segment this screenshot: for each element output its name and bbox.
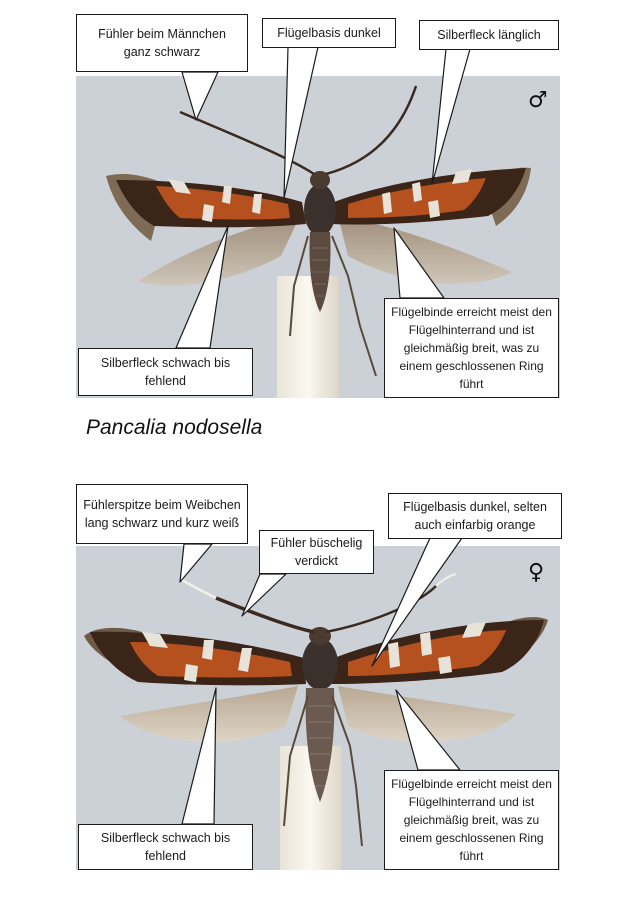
antennae xyxy=(180,86,416,174)
female-symbol: ♀ xyxy=(528,560,545,585)
antennae xyxy=(182,574,456,632)
callout-female-band: Flügelbinde erreicht meist den Flügelhinterrand und ist gleichmäßig breit, was zu einem geschlossenen Ring führt xyxy=(384,770,559,870)
left-hindwing xyxy=(120,686,298,742)
callout-female-wing-base: Flügelbasis dunkel, selten auch einfarbig orange xyxy=(388,493,562,539)
callout-female-antenna-tip: Fühlerspitze beim Weibchen lang schwarz und kurz weiß xyxy=(76,484,248,544)
callout-male-silver-spot: Silberfleck länglich xyxy=(419,20,559,50)
thorax xyxy=(304,184,336,236)
male-symbol: ♂ xyxy=(528,88,548,113)
thorax xyxy=(302,638,338,690)
pin-support xyxy=(277,276,339,398)
callout-male-silver-weak: Silberfleck schwach bis fehlend xyxy=(78,348,253,396)
callout-male-antenna: Fühler beim Männchen ganz schwarz xyxy=(76,14,248,72)
right-hindwing xyxy=(338,216,512,284)
species-name: Pancalia nodosella xyxy=(86,416,263,439)
callout-female-antenna-tufted: Fühler büschelig verdickt xyxy=(259,530,374,574)
head xyxy=(309,627,331,645)
callout-male-wing-base: Flügelbasis dunkel xyxy=(262,18,396,48)
callout-male-band: Flügelbinde erreicht meist den Flügelhinterrand und ist gleichmäßig breit, was zu einem geschlossenen Ring führt xyxy=(384,298,559,398)
right-hindwing xyxy=(338,686,516,742)
callout-female-silver-weak: Silberfleck schwach bis fehlend xyxy=(78,824,253,870)
